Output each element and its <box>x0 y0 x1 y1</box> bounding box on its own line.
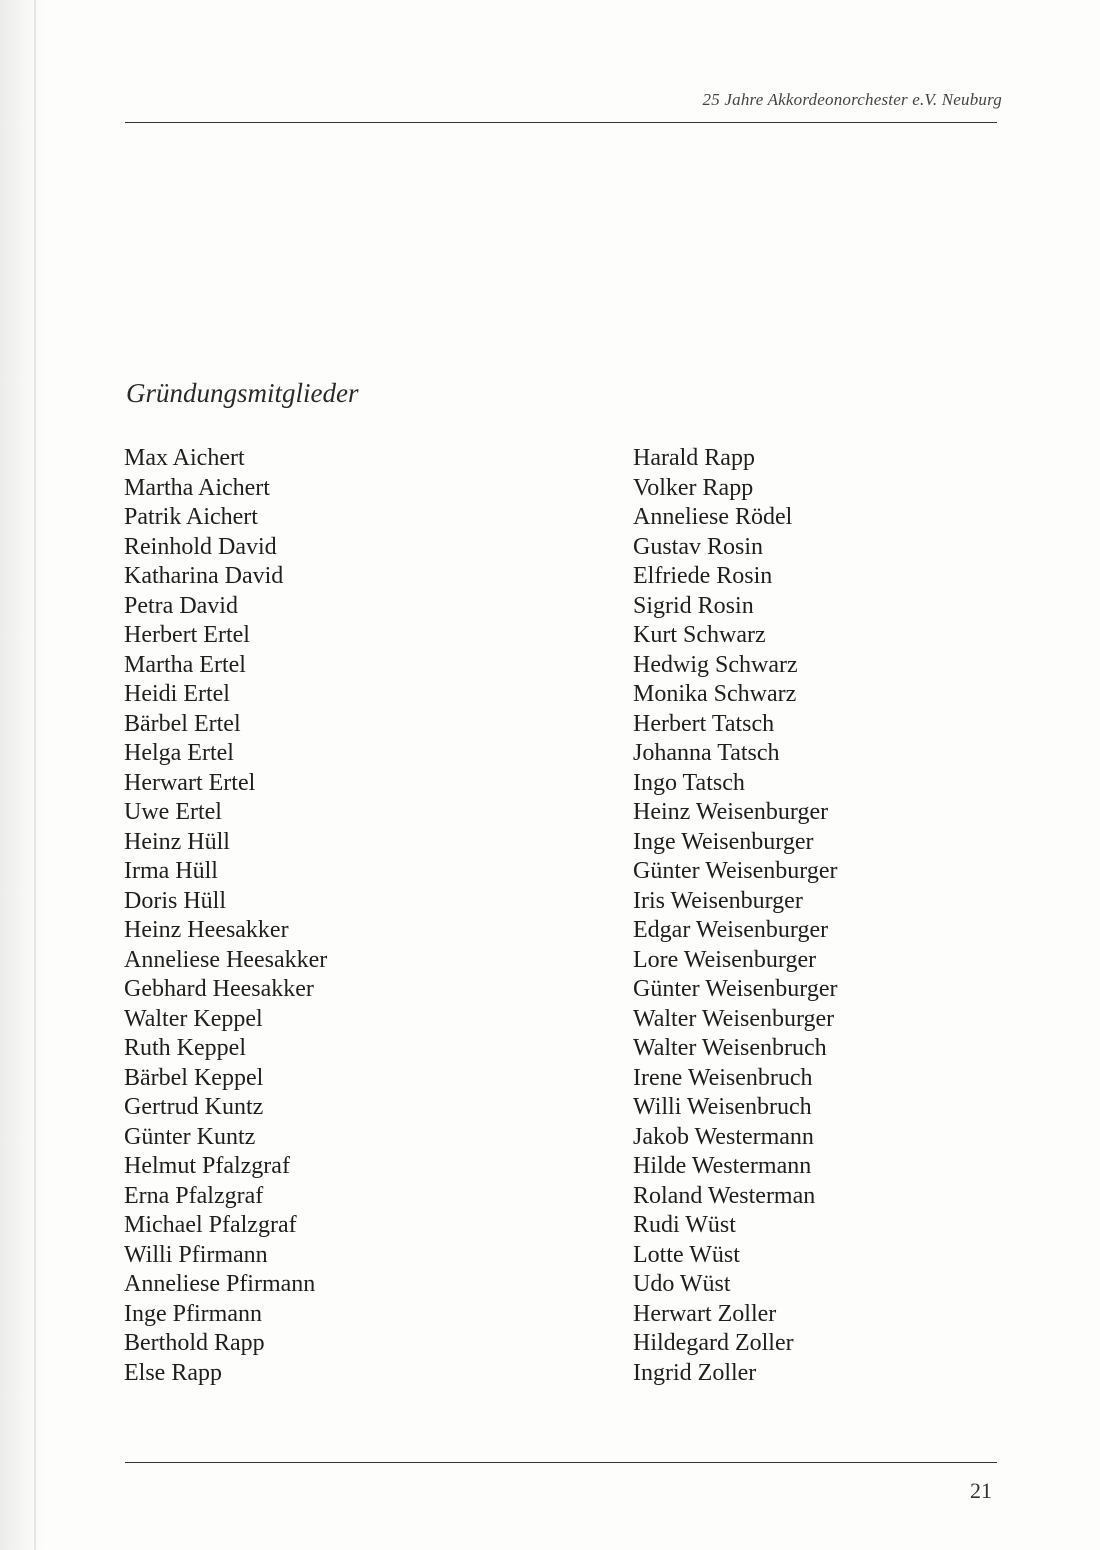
page-binding-edge <box>0 0 44 1550</box>
footer-rule <box>125 1462 997 1463</box>
member-name: Helga Ertel <box>124 740 234 766</box>
member-name: Hilde Westermann <box>633 1153 812 1179</box>
member-name: Martha Aichert <box>124 474 270 501</box>
member-name: Bärbel Ertel <box>124 710 241 737</box>
member-name: Gertrud Kuntz <box>124 1094 264 1120</box>
member-name: Herbert Ertel <box>124 622 250 648</box>
member-name: Bärbel Keppel <box>124 1064 264 1091</box>
member-name: Udo Wüst <box>633 1271 731 1297</box>
member-name: Walter Weisenbruch <box>633 1035 827 1061</box>
member-name: Doris Hüll <box>124 887 226 914</box>
member-name: Gustav Rosin <box>633 533 764 560</box>
member-name: Elfriede Rosin <box>633 563 773 589</box>
member-name: Inge Pfirmann <box>124 1300 262 1327</box>
member-name: Martha Ertel <box>124 651 246 678</box>
member-name: Gebhard Heesakker <box>124 976 314 1002</box>
member-name: Iris Weisenburger <box>633 887 803 914</box>
member-name: Erna Pfalzgraf <box>124 1182 264 1209</box>
member-name: Hedwig Schwarz <box>633 651 798 678</box>
member-name: Walter Keppel <box>124 1005 263 1032</box>
member-name: Kurt Schwarz <box>633 622 766 648</box>
member-name: Harald Rapp <box>633 445 755 471</box>
member-name: Hildegard Zoller <box>633 1330 794 1356</box>
member-name: Roland Westerman <box>633 1182 816 1209</box>
member-name: Else Rapp <box>124 1359 222 1386</box>
member-name: Lotte Wüst <box>633 1241 740 1268</box>
member-name: Herbert Tatsch <box>633 710 775 737</box>
member-name: Irene Weisenbruch <box>633 1064 813 1091</box>
member-name: Jakob Westermann <box>633 1123 814 1150</box>
member-name: Inge Weisenburger <box>633 828 814 855</box>
member-name: Ingo Tatsch <box>633 769 745 796</box>
member-name: Uwe Ertel <box>124 799 222 825</box>
member-name: Helmut Pfalzgraf <box>124 1153 290 1179</box>
member-name: Günter Kuntz <box>124 1123 256 1150</box>
member-name: Herwart Zoller <box>633 1300 777 1327</box>
member-name: Heinz Heesakker <box>124 917 289 943</box>
member-name: Johanna Tatsch <box>633 740 780 766</box>
member-name: Lore Weisenburger <box>633 946 817 973</box>
member-name: Heinz Weisenburger <box>633 799 829 825</box>
header-rule <box>125 122 997 123</box>
member-name: Monika Schwarz <box>633 681 797 707</box>
member-list-right-column <box>633 444 837 1388</box>
member-name: Michael Pfalzgraf <box>124 1212 297 1238</box>
member-name: Rudi Wüst <box>633 1212 736 1238</box>
member-name: Sigrid Rosin <box>633 592 754 619</box>
member-name: Katharina David <box>124 563 284 589</box>
member-name: Petra David <box>124 592 238 619</box>
binding-shadow-line <box>34 0 36 1550</box>
member-list-left-column <box>124 444 327 1388</box>
running-header-title: 25 Jahre Akkordeonorchester e.V. Neuburg <box>702 90 1002 109</box>
member-name: Irma Hüll <box>124 858 218 884</box>
member-name: Günter Weisenburger <box>633 976 838 1002</box>
member-name: Heidi Ertel <box>124 681 230 707</box>
member-name: Willi Pfirmann <box>124 1241 268 1268</box>
section-title: Gründungsmitglieder <box>126 378 359 408</box>
member-name: Volker Rapp <box>633 474 754 501</box>
member-name: Max Aichert <box>124 445 245 471</box>
member-name: Patrik Aichert <box>124 504 258 530</box>
member-name: Anneliese Heesakker <box>124 946 328 973</box>
page-number: 21 <box>970 1478 992 1503</box>
member-name: Anneliese Pfirmann <box>124 1271 316 1297</box>
member-name: Willi Weisenbruch <box>633 1094 812 1120</box>
member-name: Walter Weisenburger <box>633 1005 835 1032</box>
member-name: Ingrid Zoller <box>633 1359 757 1386</box>
member-name: Berthold Rapp <box>124 1330 265 1356</box>
member-name: Herwart Ertel <box>124 769 256 796</box>
member-name: Edgar Weisenburger <box>633 917 829 943</box>
member-name: Ruth Keppel <box>124 1035 246 1061</box>
member-name: Reinhold David <box>124 533 277 560</box>
member-name: Anneliese Rödel <box>633 504 793 530</box>
member-name: Günter Weisenburger <box>633 858 838 884</box>
member-name: Heinz Hüll <box>124 828 230 855</box>
